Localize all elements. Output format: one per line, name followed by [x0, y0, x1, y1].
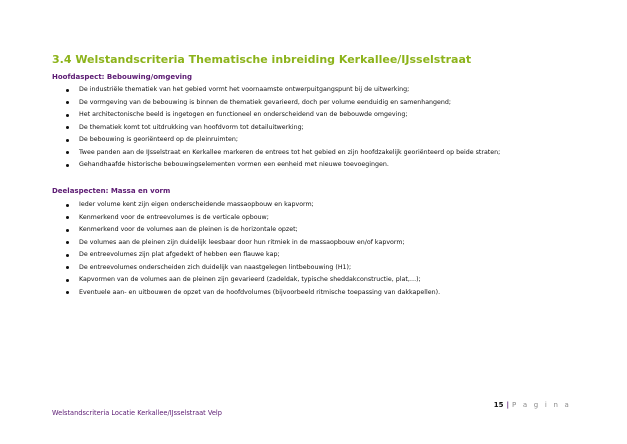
- list-item: De entreevolumes onderscheiden zich duidelijk van naastgelegen lintbebouwing (H1);: [52, 262, 440, 275]
- list-item: De volumes aan de pleinen zijn duidelijk leesbaar door hun ritmiek in de massaopbouw en/of kapvorm;: [52, 237, 440, 250]
- bullet-icon: [66, 114, 69, 117]
- list-item: Kenmerkend voor de volumes aan de pleinen is de horizontale opzet;: [52, 224, 440, 237]
- list-item: Ieder volume kent zijn eigen onderscheidende massaopbouw en kapvorm;: [52, 199, 440, 212]
- list-item: Gehandhaafde historische bebouwingselementen vormen een eenheid met nieuwe toevoegingen.: [52, 159, 500, 172]
- bullet-icon: [66, 139, 69, 142]
- list-item: De entreevolumes zijn plat afgedekt of hebben een flauwe kap;: [52, 249, 440, 262]
- page-number-label: P a g i n a: [512, 401, 571, 409]
- subheading-hoofdaspect: Hoofdaspect: Bebouwing/omgeving: [52, 73, 193, 81]
- page-number-value: 15: [493, 401, 504, 409]
- footer-text: Welstandscriteria Locatie Kerkallee/IJsselstraat Velp: [52, 409, 222, 417]
- bullet-icon: [66, 164, 69, 167]
- list-item: Het architectonische beeld is ingetogen en functioneel en onderscheidend van de bebouwde omgeving;: [52, 109, 500, 122]
- list-item: De vormgeving van de bebouwing is binnen de thematiek gevarieerd, doch per volume eenduidig en samenhangend;: [52, 97, 500, 110]
- subheading-deelaspecten: Deelaspecten: Massa en vorm: [52, 187, 171, 195]
- bullet-icon: [66, 254, 69, 257]
- page-number-separator: |: [506, 401, 510, 409]
- bullet-icon: [66, 279, 69, 282]
- bullet-icon: [66, 266, 69, 269]
- list-item: Eventuele aan- en uitbouwen de opzet van de hoofdvolumes (bijvoorbeeld ritmische toepassing van dakkapellen).: [52, 287, 440, 300]
- bullet-icon: [66, 241, 69, 244]
- list-item: Kenmerkend voor de entreevolumes is de verticale opbouw;: [52, 212, 440, 225]
- bullet-list-deelaspecten: [52, 199, 440, 299]
- bullet-icon: [66, 291, 69, 294]
- page-number: [494, 401, 571, 409]
- bullet-icon: [66, 89, 69, 92]
- bullet-list-hoofdaspect: [52, 84, 500, 172]
- list-item: Twee panden aan de IJsselstraat en Kerkallee markeren de entrees tot het gebied en zijn hoofdzakelijk georiënteerd op beide straten;: [52, 147, 500, 160]
- section-title: 3.4 Welstandscriteria Thematische inbreiding Kerkallee/IJsselstraat: [52, 53, 472, 66]
- list-item: De thematiek komt tot uitdrukking van hoofdvorm tot detailuitwerking;: [52, 122, 500, 135]
- list-item: De bebouwing is georiënteerd op de pleinruimten;: [52, 134, 500, 147]
- bullet-icon: [66, 101, 69, 104]
- list-item: De industriële thematiek van het gebied vormt het voornaamste ontwerpuitgangspunt bij de uitwerking;: [52, 84, 500, 97]
- bullet-icon: [66, 126, 69, 129]
- bullet-icon: [66, 151, 69, 154]
- bullet-icon: [66, 229, 69, 232]
- bullet-icon: [66, 204, 69, 207]
- list-item: Kapvormen van de volumes aan de pleinen zijn gevarieerd (zadeldak, typische sheddakconstructie, plat,…);: [52, 274, 440, 287]
- bullet-icon: [66, 216, 69, 219]
